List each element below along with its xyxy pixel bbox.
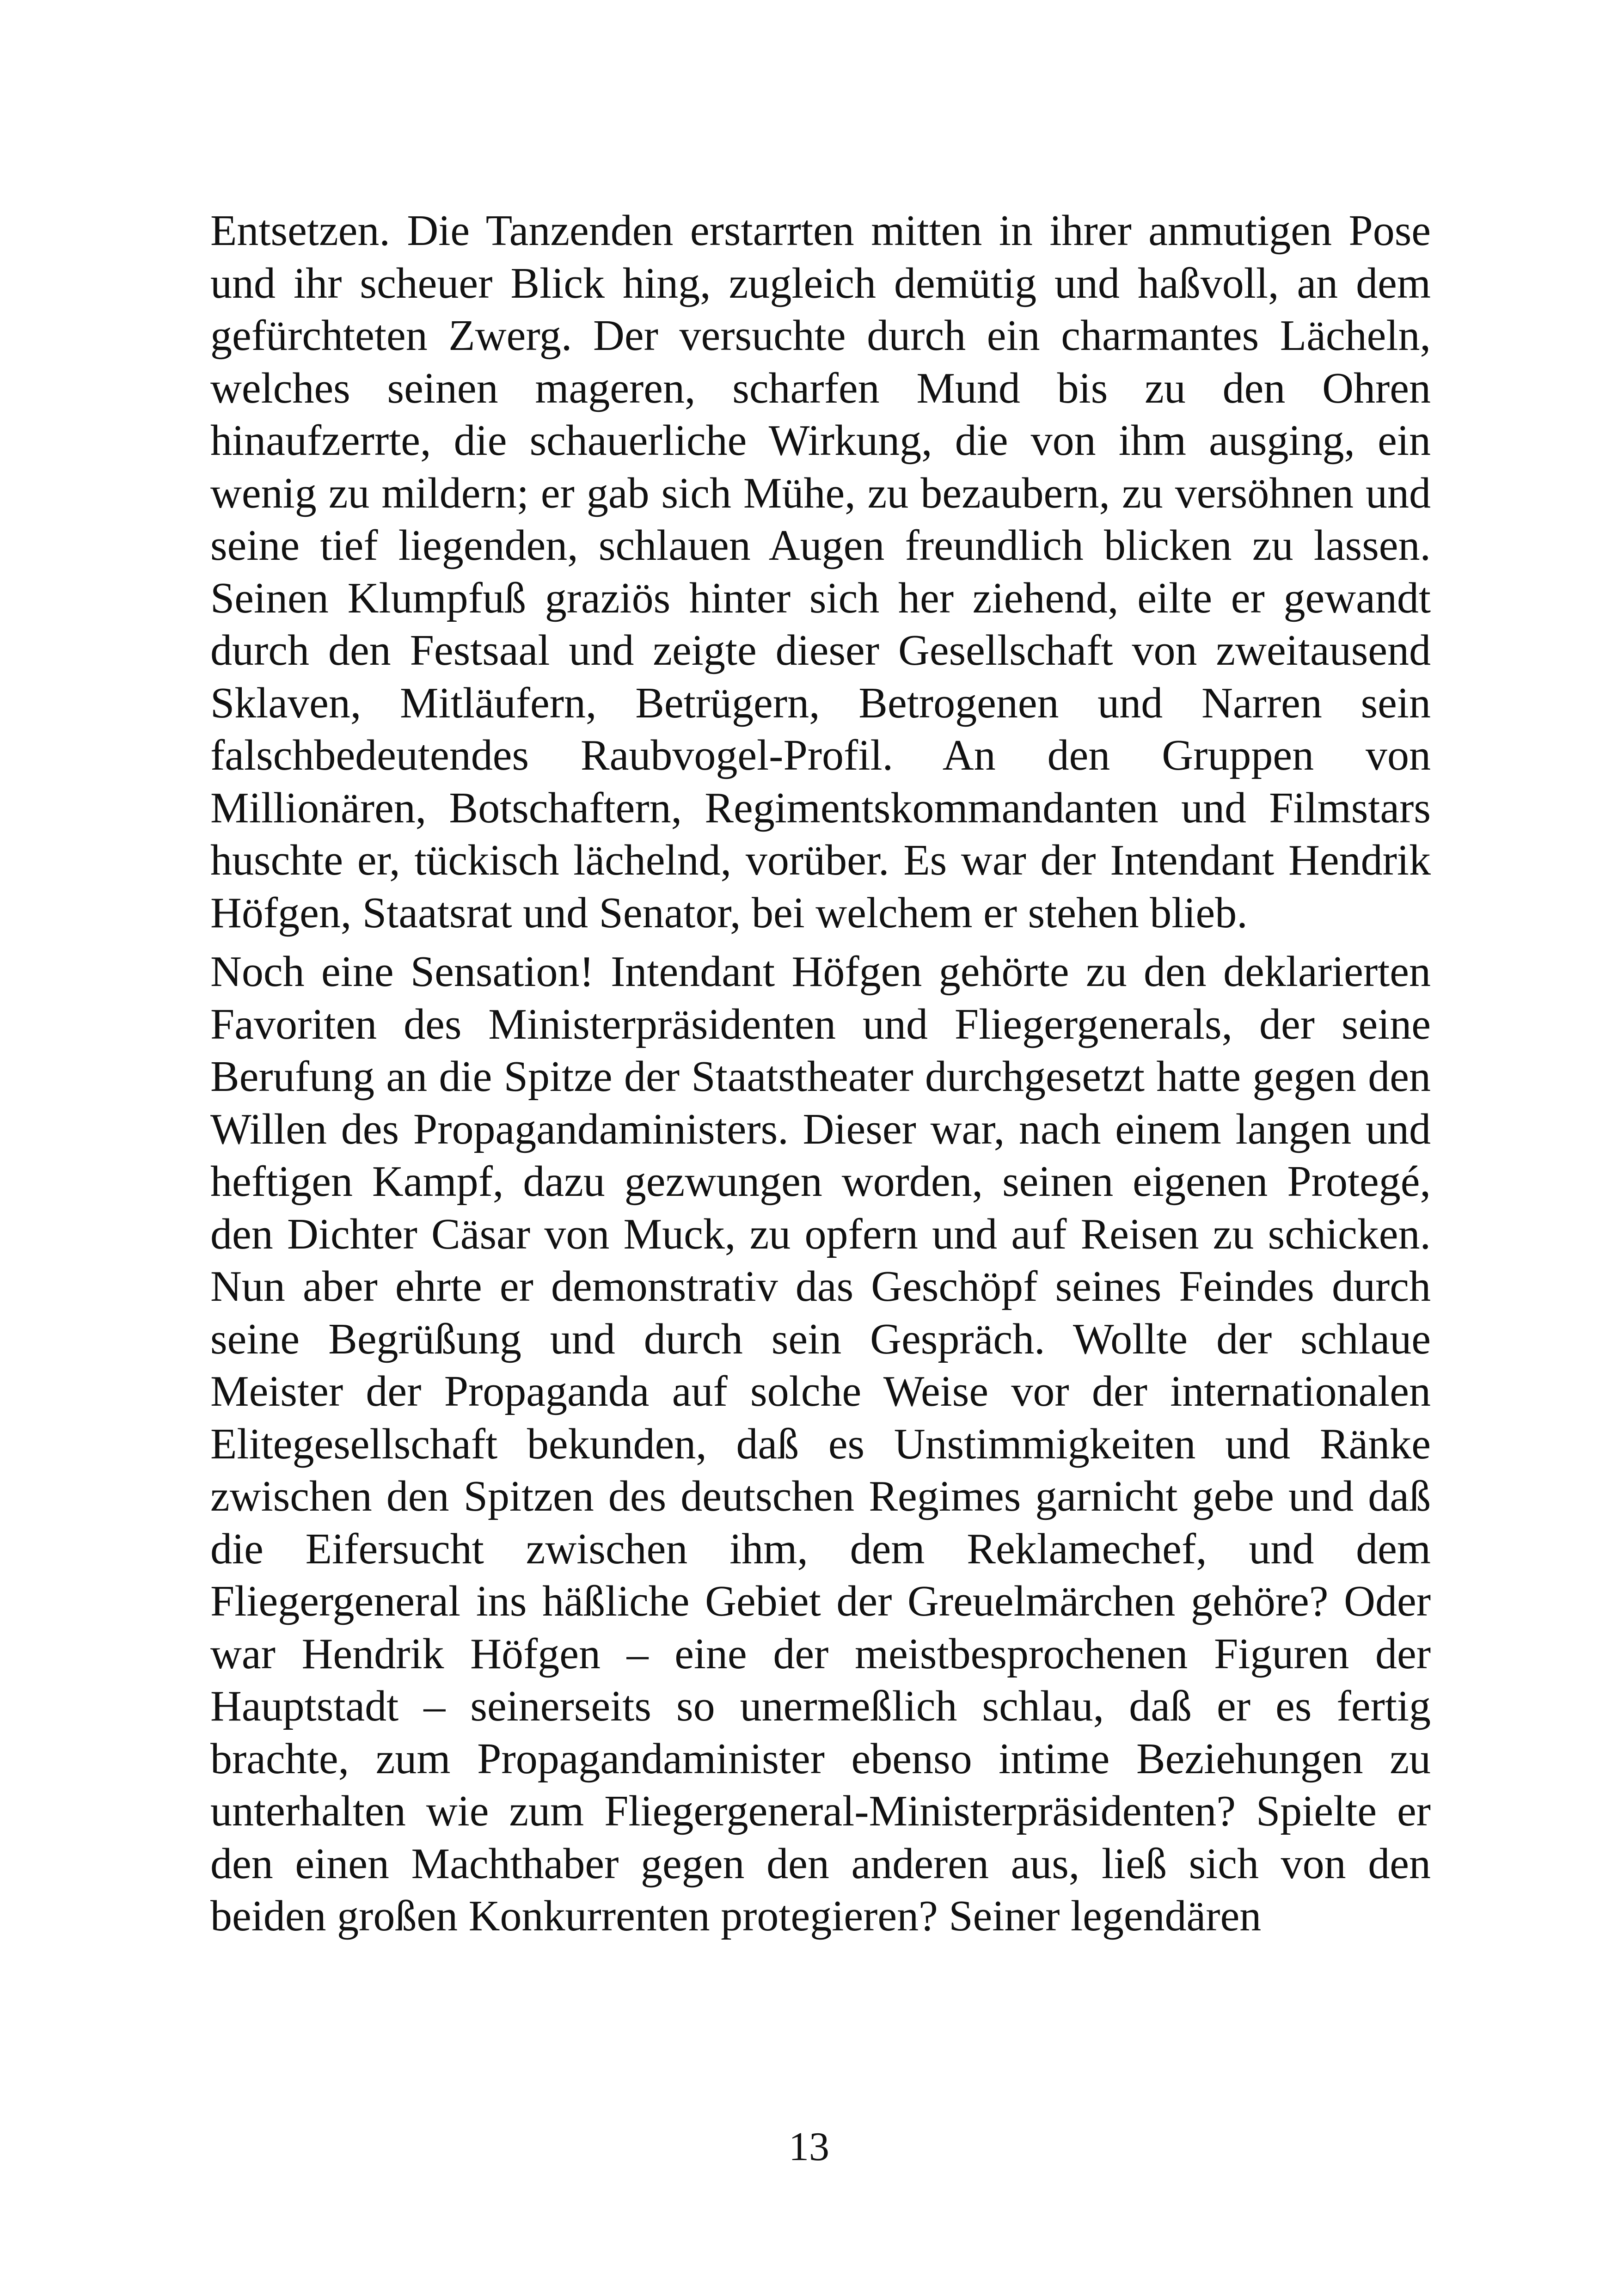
body-text bbox=[210, 205, 1431, 1943]
paragraph-1: Entsetzen. Die Tanzenden erstarrten mitten in ihrer anmutigen Pose und ihr scheuer Blick hing, zugleich demütig und haßvoll, an dem gefürchteten Zwerg. Der versuchte durch ein charmantes Lächeln, welches seinen mageren, scharfen Mund bis zu den Ohren hinaufzerrte, die schauerliche Wirkung, die von ihm ausging, ein wenig zu mildern; er gab sich Mühe, zu bezaubern, zu versöhnen und seine tief liegenden, schlauen Augen freundlich blicken zu lassen. Seinen Klumpfuß graziös hinter sich her ziehend, eilte er gewandt durch den Festsaal und zeigte dieser Gesellschaft von zweitausend Sklaven, Mitläufern, Betrügern, Betrogenen und Narren sein falschbedeutendes Raubvogel-Profil. An den Gruppen von Millionären, Botschaftern, Regimentskommandanten und Filmstars huschte er, tückisch lächelnd, vorüber. Es war der Intendant Hendrik Höfgen, Staatsrat und Senator, bei welchem er stehen blieb. bbox=[210, 207, 1431, 937]
paragraph-2: Noch eine Sensation! Intendant Höfgen gehörte zu den deklarierten Favoriten des Ministerpräsidenten und Fliegergenerals, der seine Berufung an die Spitze der Staatstheater durchgesetzt hatte gegen den Willen des Propagandaministers. Dieser war, nach einem langen und heftigen Kampf, dazu gezwungen worden, seinen eigenen Protegé, den Dichter Cäsar von Muck, zu opfern und auf Reisen zu schicken. Nun aber ehrte er demonstrativ das Geschöpf seines Feindes durch seine Begrüßung und durch sein Gespräch. Wollte der schlaue Meister der Propaganda auf solche Weise vor der internationalen Elitegesellschaft bekunden, daß es Unstimmigkeiten und Ränke zwischen den Spitzen des deutschen Regimes garnicht gebe und daß die Eifersucht zwischen ihm, dem Reklamechef, und dem Fliegergeneral ins häßliche Gebiet der Greuelmärchen gehöre? Oder war Hendrik Höfgen – eine der meistbesprochenen Figuren der Hauptstadt – seinerseits so unermeßlich schlau, daß er es fertig brachte, zum Propagandaminister ebenso intime Beziehungen zu unterhalten wie zum Fliegergeneral-Ministerpräsidenten? Spielte er den einen Machthaber gegen den anderen aus, ließ sich von den beiden großen Konkurrenten protegieren? Seiner legendären bbox=[210, 948, 1431, 1940]
page-number: 13 bbox=[789, 2125, 829, 2169]
